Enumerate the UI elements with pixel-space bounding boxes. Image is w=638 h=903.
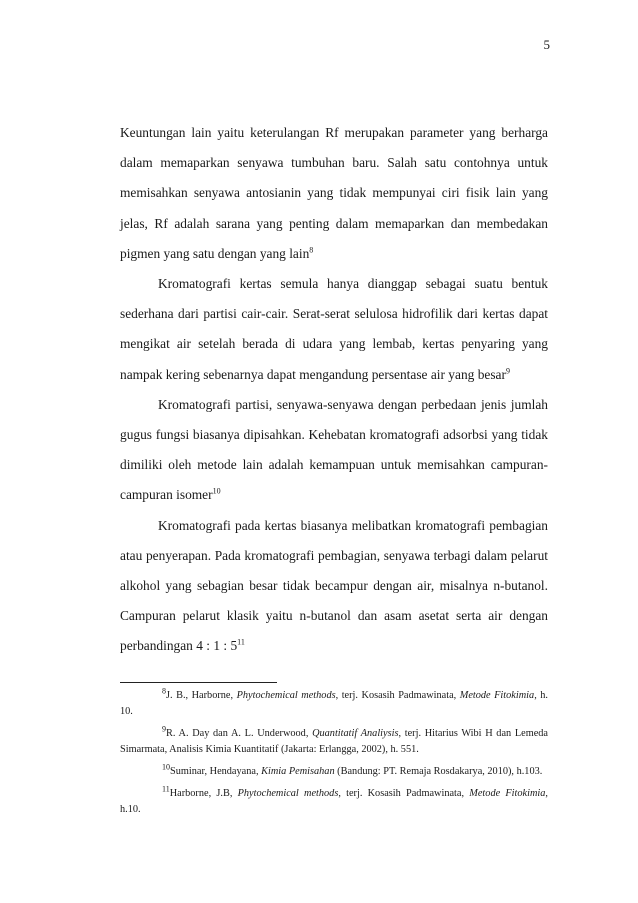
footnote-title: Kimia Pemisahan — [261, 766, 335, 777]
footnote-text: , terj. Kosasih Padmawinata, — [338, 788, 470, 799]
footnote-divider — [120, 682, 277, 683]
paragraph — [120, 118, 548, 269]
footnote-title: Metode Fitokimia — [469, 788, 546, 799]
body-text — [120, 118, 548, 662]
page-number: 5 — [543, 37, 550, 52]
footnote-title: Metode Fitokimia — [459, 690, 535, 701]
paragraph-text: Kromatografi pada kertas biasanya melibatkan kromatografi pembagian atau penyerapan. Pada kromatografi pembagian, senyawa terbagi dalam pelarut alkohol yang sebagian besar tidak becampur dengan air, misalnya n-butanol. Campuran pelarut klasik yaitu n-butanol dan asam asetat serta air dengan perbandingan 4 : 1 : 5 — [120, 517, 548, 654]
footnote-ref: 9 — [505, 366, 510, 376]
footnote-title: Quantitatif Analiysis — [312, 728, 399, 739]
paragraph-text: Kromatografi kertas semula hanya dianggap sebagai suatu bentuk sederhana dari partisi cair-cair. Serat-serat selulosa hidrofilik dari kertas dapat mengikat air setelah berada di udara yang lembab, kertas penyaring yang nampak kering sebenarnya dapat mengandung persentase air yang besar — [120, 276, 548, 382]
footnote — [120, 688, 548, 720]
footnote-number: 8 — [162, 686, 166, 696]
footnote-text: J. B., Harborne, — [166, 690, 237, 701]
footnote-ref: 11 — [237, 637, 245, 647]
footnote-ref: 8 — [309, 245, 314, 255]
footnote-text: , h.10. — [120, 788, 548, 815]
footnote-text: , h. 10. — [120, 690, 548, 717]
footnote-text: Harborne, J.B, — [169, 788, 238, 799]
footnote-number: 9 — [162, 724, 166, 734]
footnote — [120, 786, 548, 818]
footnote-title: Phytochemical methods — [236, 690, 336, 701]
paragraph-text: Kromatografi partisi, senyawa-senyawa dengan perbedaan jenis jumlah gugus fungsi biasanya dipisahkan. Kehebatan kromatografi adsorbsi yang tidak dimiliki oleh metode lain adalah kemampuan untuk memisahkan campuran-campuran isomer — [120, 396, 548, 503]
footnote-number: 10 — [162, 762, 170, 772]
paragraph — [120, 269, 548, 390]
footnote-text: R. A. Day dan A. L. Underwood, — [166, 728, 313, 739]
paragraph-text: Keuntungan lain yaitu keterulangan Rf merupakan parameter yang berharga dalam memaparkan senyawa tumbuhan baru. Salah satu contohnya untuk memisahkan senyawa antosianin yang tidak mempunyai ciri fisik lain yang jelas, Rf adalah sarana yang penting dalam memaparkan dan membedakan pigmen yang satu dengan yang lain — [120, 125, 548, 261]
footnote-title: Phytochemical methods — [237, 788, 339, 799]
footnote-text: , terj. Kosasih Padmawinata, — [335, 690, 460, 701]
paragraph — [120, 511, 548, 662]
footnote — [120, 726, 548, 758]
footnotes — [120, 688, 548, 824]
footnote-text: (Bandung: PT. Remaja Rosdakarya, 2010), h.103. — [334, 766, 543, 777]
footnote — [120, 764, 548, 780]
footnote-ref: 10 — [212, 486, 221, 496]
paragraph — [120, 390, 548, 511]
footnote-text: , terj. Hitarius Wibi H dan Lemeda Simarmata, Analisis Kimia Kuantitatif (Jakarta: Erlangga, 2002), h. 551. — [120, 728, 548, 755]
footnote-text: Suminar, Hendayana, — [170, 766, 262, 777]
footnote-number: 11 — [162, 784, 170, 794]
